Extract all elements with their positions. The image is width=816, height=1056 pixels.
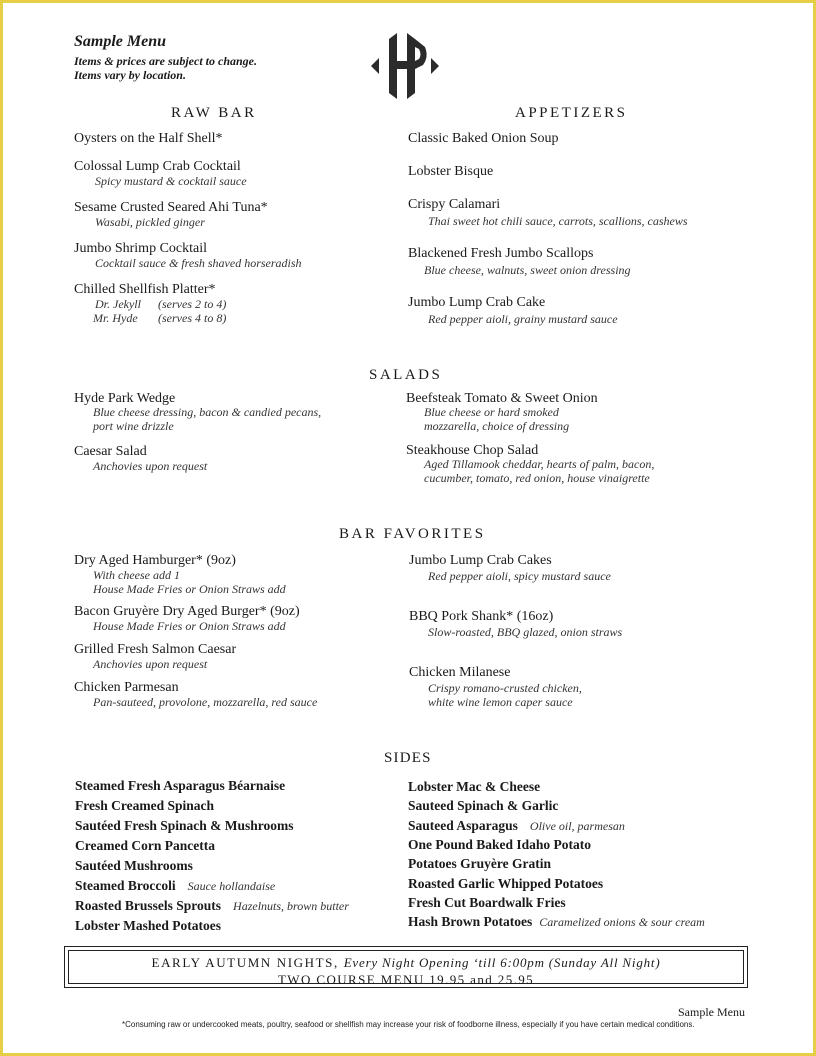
menu-item: Chicken Parmesan — [74, 680, 179, 695]
promo-line-2: TWO COURSE MENU 19.95 and 25.95 — [277, 972, 535, 987]
menu-item: Lobster Bisque — [408, 164, 494, 179]
menu-item-desc: mozzarella, choice of dressing — [424, 419, 570, 433]
menu-item-desc: Slow-roasted, BBQ glazed, onion straws — [428, 625, 623, 639]
side-item-note: Sauce hollandaise — [187, 879, 276, 893]
menu-title: Sample Menu — [74, 33, 167, 50]
sides-heading: SIDES — [384, 750, 432, 766]
bar-favorites-heading: BAR FAVORITES — [339, 526, 486, 542]
salads-heading: SALADS — [369, 367, 443, 383]
promo-hours: Every Night Opening ‘till 6:00pm (Sunday All Night) — [343, 955, 661, 970]
side-item: Potatoes Gruyère Gratin — [408, 856, 551, 871]
side-item: Sautéed Mushrooms — [75, 858, 193, 873]
platter-size-name: Mr. Hyde — [93, 311, 138, 325]
menu-item: Oysters on the Half Shell* — [74, 131, 223, 146]
menu-item-desc: Blue cheese, walnuts, sweet onion dressing — [424, 263, 631, 277]
menu-item-desc: Red pepper aioli, grainy mustard sauce — [428, 312, 618, 326]
menu-item: Colossal Lump Crab Cocktail — [74, 159, 241, 174]
side-item: Steamed Broccoli Sauce hollandaise — [75, 878, 276, 893]
side-item-note: Olive oil, parmesan — [529, 819, 625, 833]
location-note: Items vary by location. — [74, 68, 186, 82]
menu-item-desc: Thai sweet hot chili sauce, carrots, scallions, cashews — [428, 214, 688, 228]
side-item: Roasted Brussels Sprouts Hazelnuts, brown butter — [75, 898, 349, 913]
menu-item-desc: Cocktail sauce & fresh shaved horseradish — [95, 256, 302, 270]
menu-item-desc: white wine lemon caper sauce — [428, 695, 573, 709]
price-note: Items & prices are subject to change. — [74, 54, 257, 68]
menu-item: Bacon Gruyère Dry Aged Burger* (9oz) — [74, 604, 300, 619]
menu-item-desc: Crispy romano-crusted chicken, — [428, 681, 582, 695]
side-item: Steamed Fresh Asparagus Béarnaise — [75, 778, 286, 793]
foodborne-disclaimer: *Consuming raw or undercooked meats, poultry, seafood or shellfish may increase your risk of foodborne illness, especially if you have certain medical conditions. — [122, 1020, 695, 1029]
menu-item: Jumbo Shrimp Cocktail — [74, 241, 207, 256]
menu-item-desc: Anchovies upon request — [93, 459, 208, 473]
side-item: Sautéed Fresh Spinach & Mushrooms — [75, 818, 294, 833]
menu-item-desc: Anchovies upon request — [93, 657, 208, 671]
side-item: Hash Brown Potatoes Caramelized onions & sour cream — [408, 914, 705, 929]
menu-item: Chilled Shellfish Platter* — [74, 282, 216, 297]
promo-banner — [64, 946, 748, 988]
promo-banner-inner-border — [68, 950, 744, 987]
menu-item: Jumbo Lump Crab Cake — [408, 295, 546, 310]
appetizers-heading: APPETIZERS — [515, 105, 628, 121]
menu-item-desc: cucumber, tomato, red onion, house vinaigrette — [424, 471, 650, 485]
side-item-note: Hazelnuts, brown butter — [233, 899, 349, 913]
platter-size-name: Dr. Jekyll — [95, 297, 141, 311]
menu-item: BBQ Pork Shank* (16oz) — [409, 609, 554, 624]
side-item: Sauteed Spinach & Garlic — [408, 798, 559, 813]
menu-item-desc: Wasabi, pickled ginger — [95, 215, 205, 229]
menu-item: Jumbo Lump Crab Cakes — [409, 553, 552, 568]
menu-item: Hyde Park Wedge — [74, 391, 176, 406]
platter-size-serves: (serves 4 to 8) — [158, 311, 227, 325]
menu-item: Caesar Salad — [74, 444, 147, 459]
menu-item: Crispy Calamari — [408, 197, 501, 212]
menu-item: Grilled Fresh Salmon Caesar — [74, 642, 237, 657]
menu-item: Classic Baked Onion Soup — [408, 131, 559, 146]
menu-item: Blackened Fresh Jumbo Scallops — [408, 246, 594, 261]
platter-size-serves: (serves 2 to 4) — [158, 297, 227, 311]
menu-item-desc: With cheese add 1 — [93, 568, 180, 582]
side-item: Creamed Corn Pancetta — [75, 838, 215, 853]
side-item: One Pound Baked Idaho Potato — [408, 837, 592, 852]
footer-label: Sample Menu — [678, 1005, 745, 1019]
side-item-note: Caramelized onions & sour cream — [539, 915, 705, 929]
menu-item-desc: Spicy mustard & cocktail sauce — [95, 174, 247, 188]
side-item: Roasted Garlic Whipped Potatoes — [408, 876, 604, 891]
hp-monogram-logo — [367, 25, 443, 111]
menu-item-desc: Red pepper aioli, spicy mustard sauce — [428, 569, 611, 583]
side-item: Fresh Cut Boardwalk Fries — [408, 895, 566, 910]
menu-item: Beefsteak Tomato & Sweet Onion — [406, 391, 598, 406]
menu-item-desc: Aged Tillamook cheddar, hearts of palm, bacon, — [424, 457, 655, 471]
menu-item-desc: Pan-sauteed, provolone, mozzarella, red sauce — [93, 695, 318, 709]
raw-bar-heading: RAW BAR — [171, 105, 257, 121]
menu-item: Sesame Crusted Seared Ahi Tuna* — [74, 200, 268, 215]
promo-title: EARLY AUTUMN NIGHTS, — [151, 955, 339, 970]
side-item: Lobster Mac & Cheese — [408, 779, 541, 794]
menu-item-desc: Blue cheese or hard smoked — [424, 405, 559, 419]
menu-item-desc: port wine drizzle — [93, 419, 174, 433]
menu-item-desc: House Made Fries or Onion Straws add — [93, 582, 286, 596]
side-item: Sauteed Asparagus Olive oil, parmesan — [408, 818, 625, 833]
side-item: Lobster Mashed Potatoes — [75, 918, 221, 933]
menu-item-desc: House Made Fries or Onion Straws add — [93, 619, 286, 633]
menu-item: Steakhouse Chop Salad — [406, 443, 539, 458]
promo-line-1 — [69, 955, 743, 971]
side-item: Fresh Creamed Spinach — [75, 798, 215, 813]
menu-item-desc: Blue cheese dressing, bacon & candied pecans, — [93, 405, 322, 419]
menu-item: Chicken Milanese — [409, 665, 511, 680]
menu-item: Dry Aged Hamburger* (9oz) — [74, 553, 236, 568]
